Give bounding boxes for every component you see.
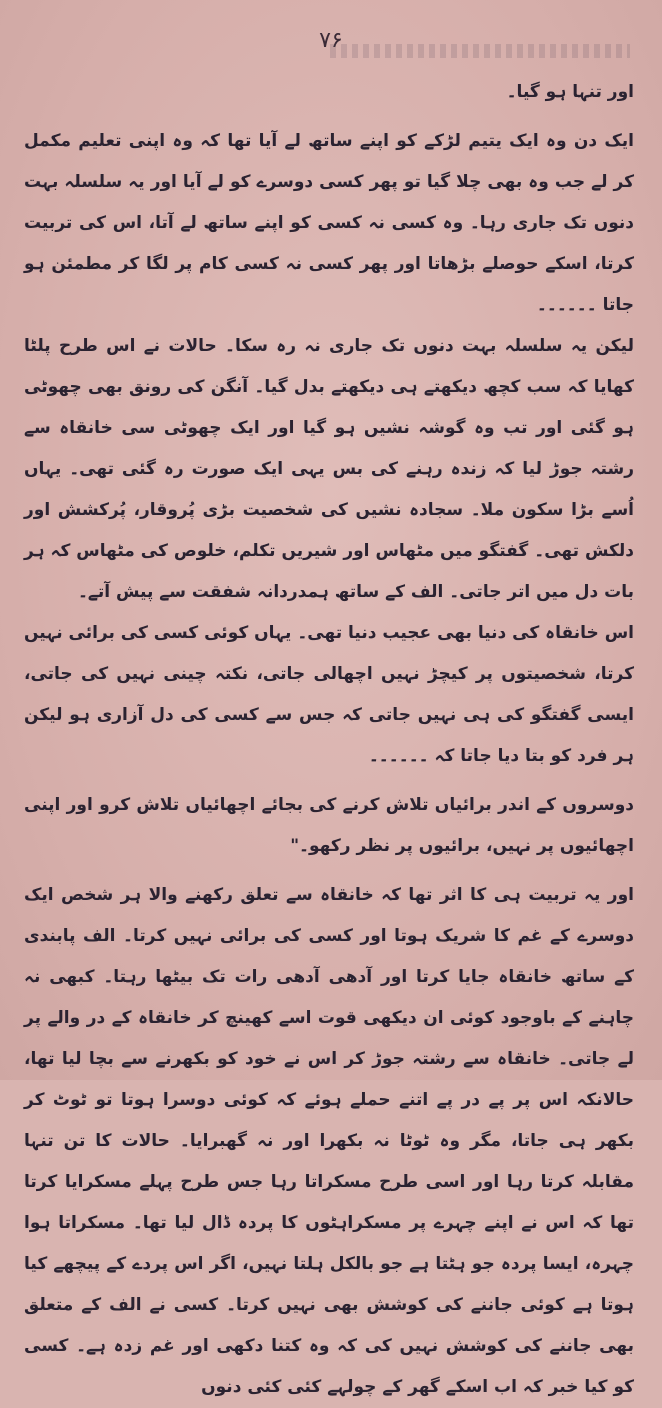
paragraph-closing-line: اور تنہا ہو گیا۔ [506,82,634,102]
paragraph-khanqah-connection: لیکن یہ سلسلہ بہت دنوں تک جاری نہ رہ سکا۔ حالات نے اس طرح پلٹا کھایا کہ سب کچھ دیکھتے ہی دیکھتے بدل گیا۔ آنگن کی رونق بھی چھوٹی ہو گئی اور تب وہ گوشہ نشیں ہو گیا اور ایک چھوٹی سی خانقاہ سے رشتہ جوڑ لیا کہ زندہ رہنے کی بس یہی ایک صورت رہ گئی تھی۔ یہاں اُسے بڑا سکون ملا۔ سجادہ نشیں کی شخصیت بڑی پُروقار، پُرکشش اور دلکش تھی۔ گفتگو میں مٹھاس اور شیریں تکلم، خلوص کی مٹھاس کہ ہر بات دل میں اتر جاتی۔ الف کے ساتھ ہمدردانہ شفقت سے پیش آتے۔ [24,336,634,602]
paragraph-training-effect: اور یہ تربیت ہی کا اثر تھا کہ خانقاہ سے تعلق رکھنے والا ہر شخص ایک دوسرے کے غم کا شریک ہوتا اور کسی کی برائی نہیں کرتا۔ الف پابندی کے ساتھ خانقاہ جایا کرتا اور آدھی آدھی رات تک بیٹھا رہتا۔ کبھی نہ چاہنے کے باوجود کوئی ان دیکھی قوت اسے کھینچ کر خانقاہ کے در والے پر لے جاتی۔ خانقاہ سے رشتہ جوڑ کر اس نے خود کو بکھرنے سے بچا لیا تھا، حالانکہ اس پر پے در پے اتنے حملے ہوئے کہ کوئی دوسرا ہوتا تو ٹوٹ کر بکھر ہی جاتا، مگر وہ ٹوٹا نہ بکھرا اور نہ گھبرایا۔ حالات کا تن تنہا مقابلہ کرتا رہا اور اسی طرح مسکراتا رہا جس طرح پہلے مسکرایا کرتا تھا کہ اس نے اپنے چہرے پر مسکراہٹوں کا پردہ ڈال لیا تھا۔ مسکراتا ہوا چہرہ، ایسا پردہ جو ہٹتا ہے جو بالکل ہلتا نہیں، اگر اس پردے کے پیچھے کیا ہوتا ہے کوئی جاننے کی کوشش بھی نہیں کرتا۔ کسی نے الف کے متعلق بھی جاننے کی کوشش نہیں کی کہ وہ کتنا دکھی اور غم زدہ ہے۔ کسی کو کیا خبر کہ اب اسکے گھر کے چولہے کئی کئی دنوں [24,885,634,1397]
page-body [24,72,634,1408]
page-number: ۷۶ [319,28,343,53]
show-through-text [330,44,630,58]
paragraph-quote: دوسروں کے اندر برائیاں تلاش کرنے کی بجائے اچھائیاں تلاش کرو اور اپنی اچھائیوں پر نہیں، برائیوں پر نظر رکھو۔" [24,795,634,856]
paragraph-khanqah-world: اس خانقاہ کی دنیا بھی عجیب دنیا تھی۔ یہاں کوئی کسی کی برائی نہیں کرتا، شخصیتوں پر کیچڑ نہیں اچھالی جاتی، نکتہ چینی نہیں کی جاتی، ایسی گفتگو کی ہی نہیں جاتی کہ جس سے کسی کی دل آزاری ہو لیکن ہر فرد کو بتا دیا جاتا کہ ۔۔۔۔۔۔ [24,623,634,766]
paragraph-orphan-boy: ایک دن وہ ایک یتیم لڑکے کو اپنے ساتھ لے آیا تھا کہ وہ اپنی تعلیم مکمل کر لے جب وہ بھی چلا گیا تو پھر کسی دوسرے کو لے آیا اور یہ سلسلہ بہت دنوں تک جاری رہا۔ وہ کسی نہ کسی کو اپنے ساتھ لے آتا، اس کی تربیت کرتا، اسکے حوصلے بڑھاتا اور پھر کسی نہ کسی کام پر لگا کر مطمئن ہو جاتا ۔۔۔۔۔۔ [24,131,634,315]
